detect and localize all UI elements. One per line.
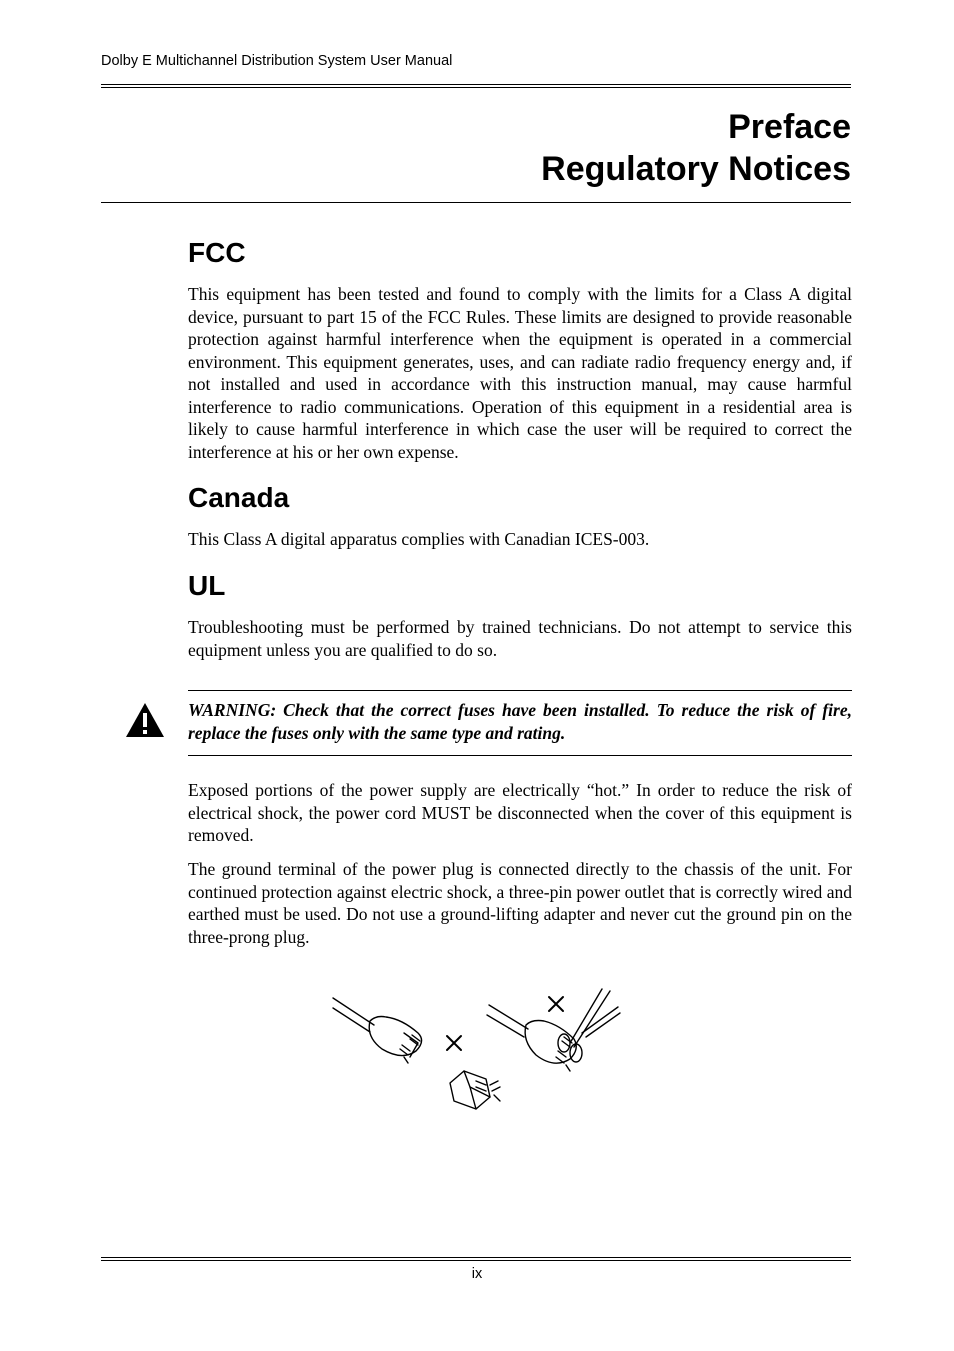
- ul-paragraph: Troubleshooting must be performed by trained technicians. Do not attempt to service this equipment unless you are qualified to do so.: [188, 617, 852, 660]
- fcc-paragraph: This equipment has been tested and found to comply with the limits for a Class A digital device, pursuant to part 15 of the FCC Rules. These limits are designed to provide reasonable protection against harmful interference when the equipment is operated in a commercial environment. This equipment generates, uses, and can radiate radio frequency energy and, if not installed and used in accordance with this instruction manual, may cause harmful interference to radio communications. Operation of this equipment in a residential area is likely to cause harmful interference in which case the user will be required to correct the interference at his or her own expense.: [188, 284, 852, 462]
- fcc-heading: FCC: [188, 237, 246, 268]
- ground-terminal-paragraph: The ground terminal of the power plug is connected directly to the chassis of the unit. For continued protection against electric shock, a three-pin power outlet that is correctly wired and earthed must be used. Do not use a ground-lifting adapter and never cut the ground pin on the three-prong plug.: [188, 859, 852, 947]
- power-supply-paragraph: Exposed portions of the power supply are electrically “hot.” In order to reduce the risk of electrical shock, the power cord MUST be disconnected when the cover of this equipment is removed.: [188, 780, 852, 845]
- warning-text: WARNING: Check that the correct fuses have been installed. To reduce the risk of fire, replace the fuses only with the same type and rating.: [188, 700, 852, 743]
- chapter-title: [541, 106, 851, 190]
- canada-heading: Canada: [188, 482, 290, 513]
- footer-double-rule: [101, 1257, 851, 1261]
- warning-triangle-icon: [125, 702, 165, 738]
- plug-adapter-scissors-illustration: [330, 985, 622, 1110]
- ul-heading: UL: [188, 570, 226, 601]
- running-header: Dolby E Multichannel Distribution System User Manual: [101, 53, 453, 69]
- canada-paragraph: This Class A digital apparatus complies with Canadian ICES-003.: [188, 529, 650, 549]
- page-number: ix: [471, 1266, 483, 1282]
- title-rule: [101, 202, 851, 203]
- chapter-title-line-1: Preface: [728, 108, 851, 146]
- chapter-title-line-2: Regulatory Notices: [541, 150, 851, 188]
- warning-box: [188, 690, 852, 756]
- header-double-rule: [101, 84, 851, 88]
